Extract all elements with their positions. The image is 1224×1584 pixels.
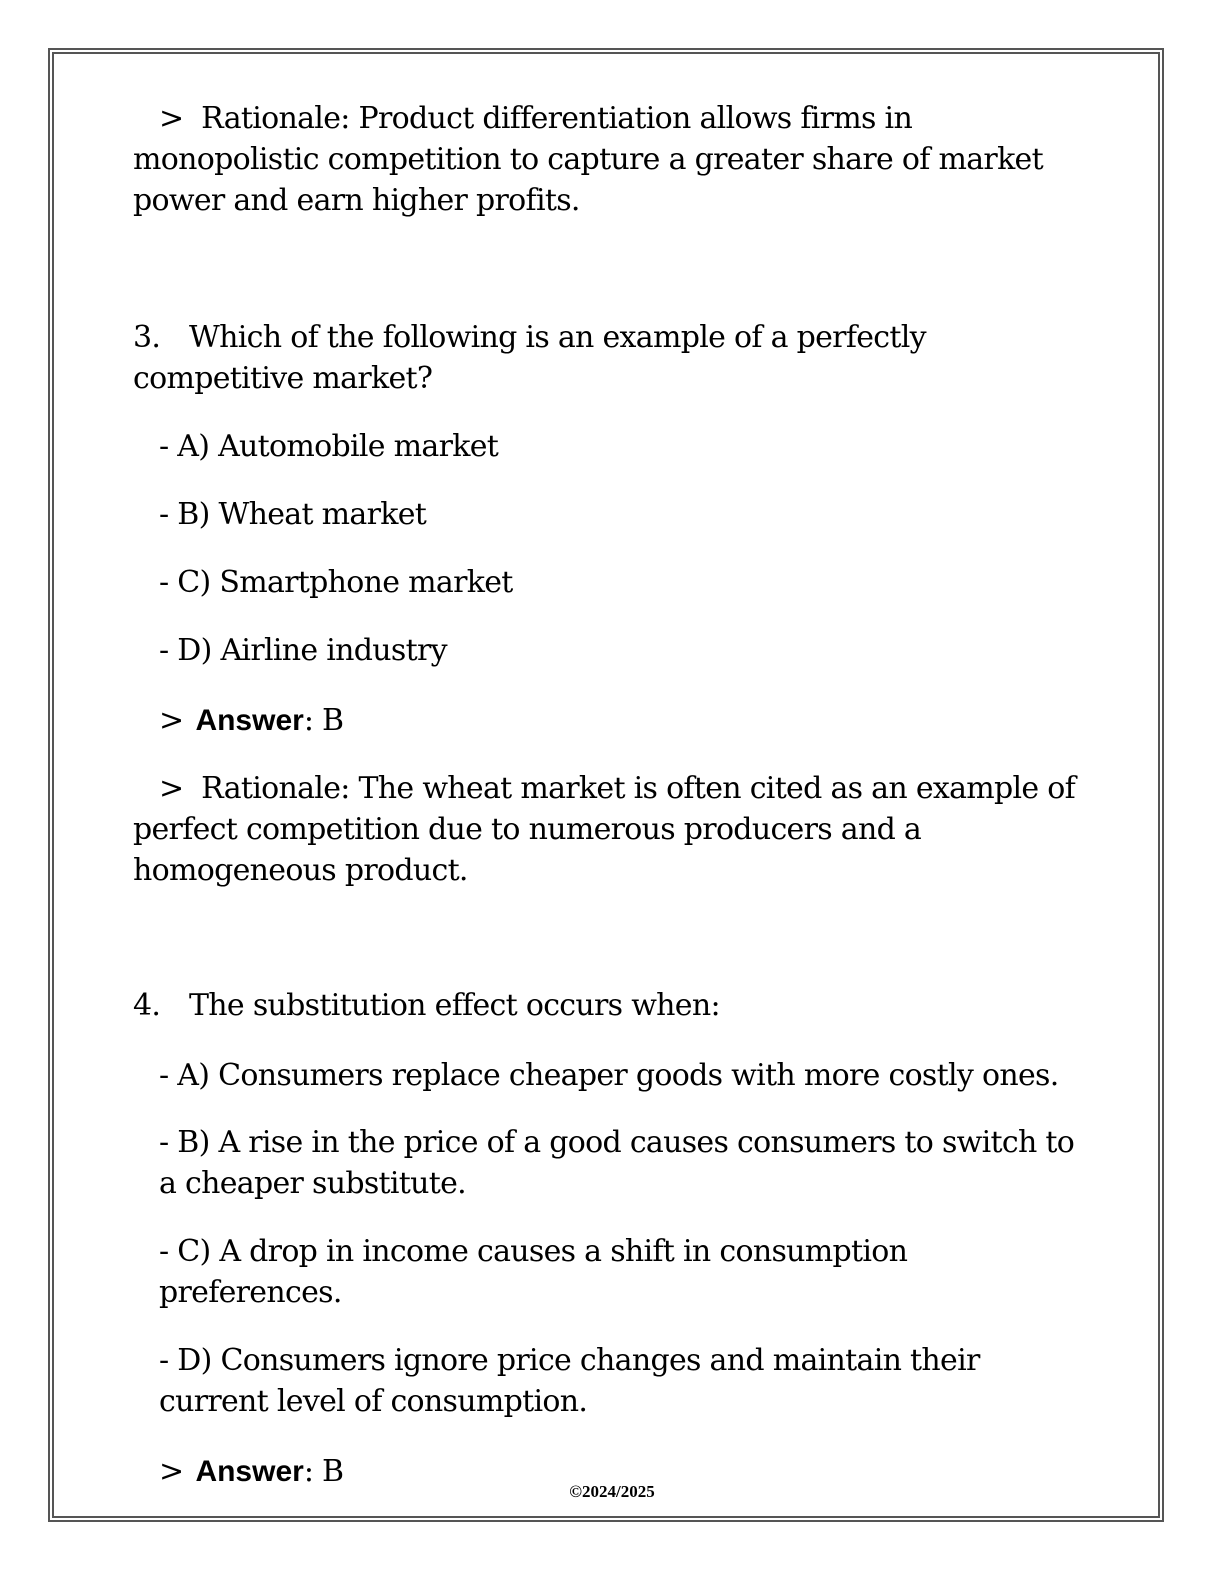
question-number: 4. <box>133 988 161 1023</box>
rationale-q3 <box>133 768 1093 891</box>
answer-value: : B <box>303 703 344 738</box>
question-3 <box>133 317 1093 399</box>
option-d: - D) Consumers ignore price changes and maintain their current level of consumption. <box>159 1343 980 1419</box>
option-d: - D) Airline industry <box>159 633 447 668</box>
question-number: 3. <box>133 320 161 355</box>
rationale-marker: > <box>159 101 184 136</box>
answer-label: Answer <box>195 704 304 737</box>
option-a: - A) Automobile market <box>159 429 499 464</box>
answer-label: Answer <box>195 1455 304 1488</box>
answer-q3 <box>133 700 1093 741</box>
question-4 <box>133 985 1093 1026</box>
option-b: - B) Wheat market <box>159 497 427 532</box>
answer-marker: > <box>159 703 184 738</box>
question-text: The substitution effect occurs when: <box>189 988 720 1023</box>
option-b: - B) A rise in the price of a good causes consumers to switch to a cheaper substitute. <box>159 1125 1075 1201</box>
rationale-text: Rationale: Product differentiation allows firms in monopolistic competition to capture a greater share of market power and earn higher profits. <box>133 101 1043 218</box>
question-text: Which of the following is an example of a perfectly competitive market? <box>133 320 926 396</box>
option-c: - C) Smartphone market <box>159 565 513 600</box>
answer-value: : B <box>303 1454 344 1489</box>
rationale-text: Rationale: The wheat market is often cited as an example of perfect competition due to numerous producers and a homogeneous product. <box>133 771 1076 888</box>
answer-marker: > <box>159 1454 184 1489</box>
copyright-footer: ©2024/2025 <box>569 1482 655 1501</box>
option-a: - A) Consumers replace cheaper goods with more costly ones. <box>159 1058 1059 1093</box>
rationale-marker: > <box>159 771 184 806</box>
option-c: - C) A drop in income causes a shift in consumption preferences. <box>159 1234 908 1310</box>
rationale-q2 <box>133 98 1093 221</box>
page-content <box>133 98 1093 1492</box>
